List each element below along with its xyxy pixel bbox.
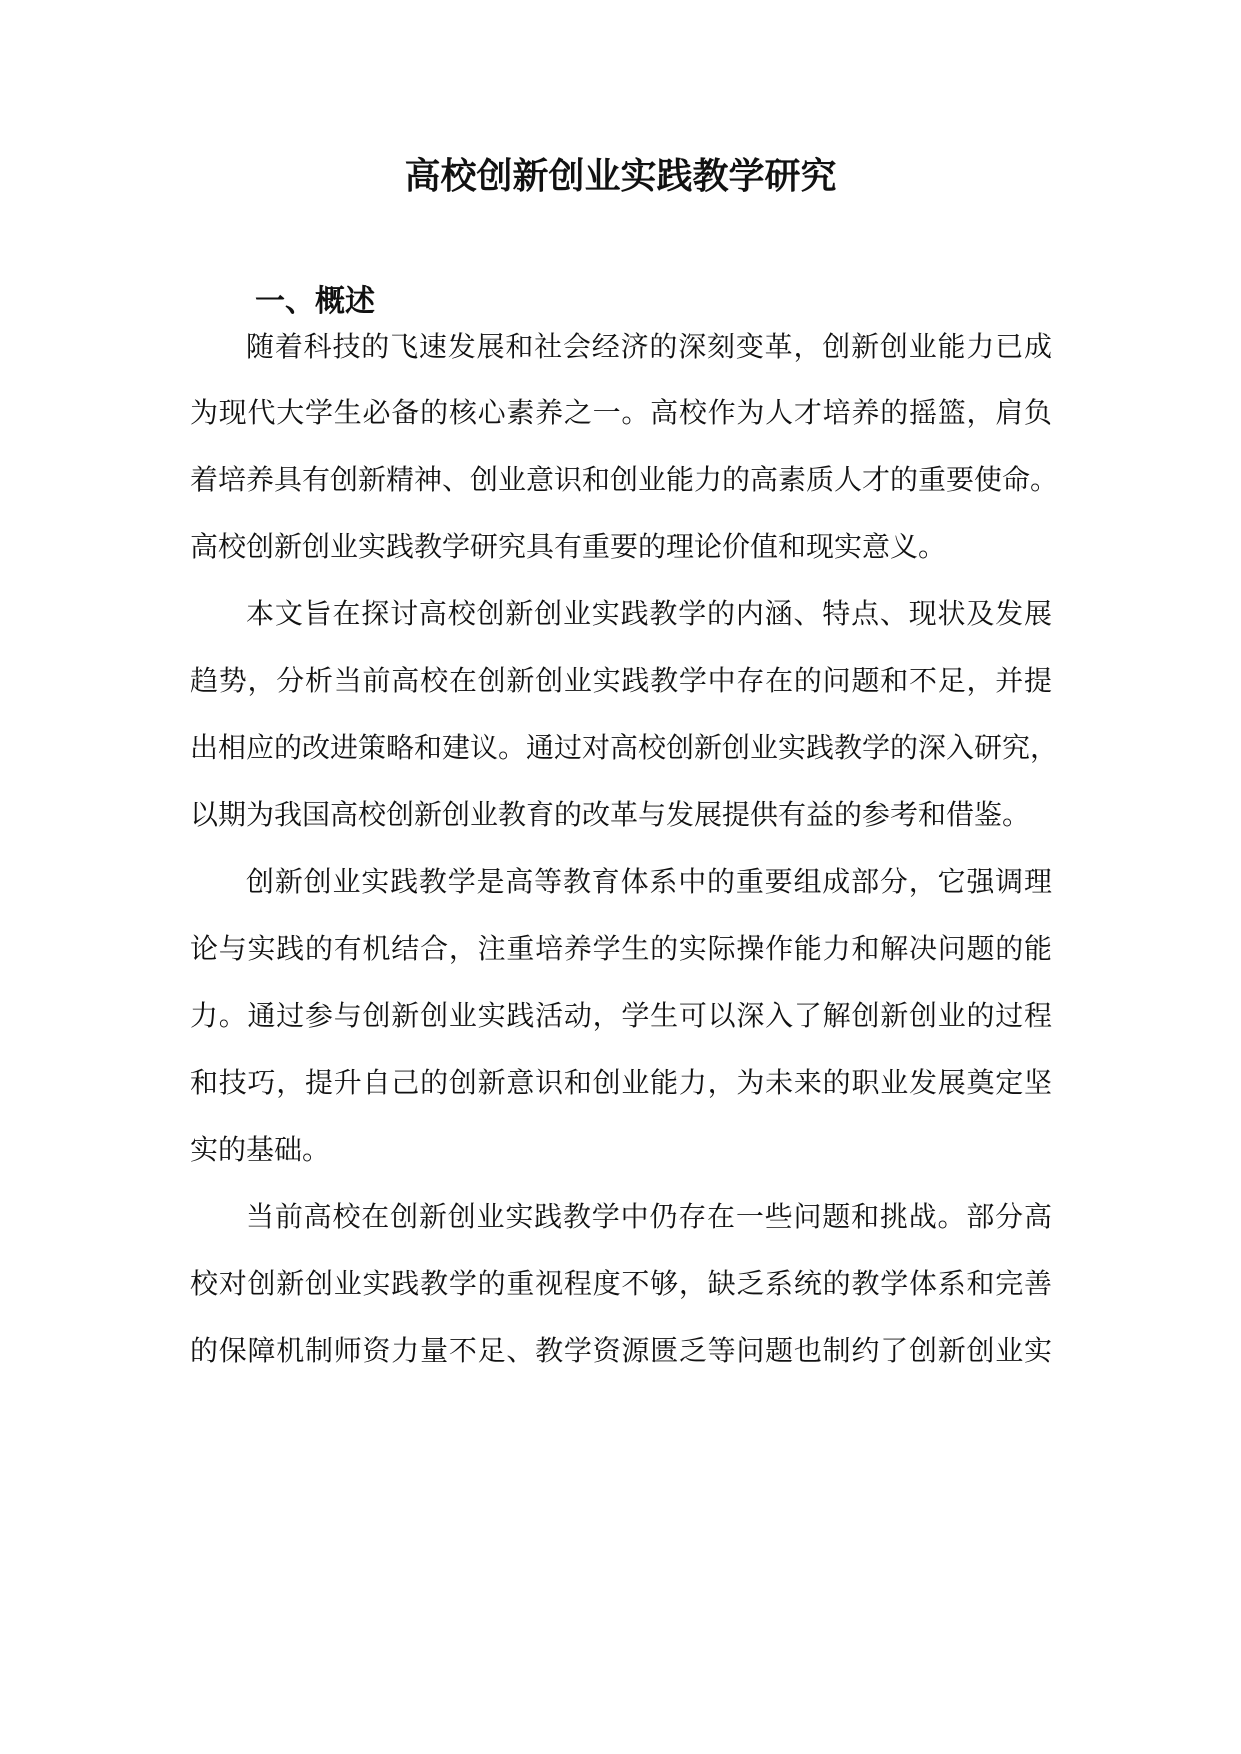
paragraph-line: 出相应的改进策略和建议。通过对高校创新创业实践教学的深入研究， <box>190 731 1059 764</box>
paragraph-line: 趋势，分析当前高校在创新创业实践教学中存在的问题和不足，并提 <box>190 664 1052 697</box>
paragraph-line: 论与实践的有机结合，注重培养学生的实际操作能力和解决问题的能 <box>190 932 1052 965</box>
paragraph-line: 创新创业实践教学是高等教育体系中的重要组成部分，它强调理 <box>246 865 1052 898</box>
paragraph-line: 高校创新创业实践教学研究具有重要的理论价值和现实意义。 <box>190 530 947 563</box>
paragraph-line: 随着科技的飞速发展和社会经济的深刻变革，创新创业能力已成 <box>246 330 1052 363</box>
paragraph-line: 力。通过参与创新创业实践活动，学生可以深入了解创新创业的过程 <box>190 999 1052 1032</box>
paragraph-line: 本文旨在探讨高校创新创业实践教学的内涵、特点、现状及发展 <box>246 597 1052 630</box>
paragraph-line: 和技巧，提升自己的创新意识和创业能力，为未来的职业发展奠定坚 <box>190 1066 1052 1099</box>
paragraph-line: 校对创新创业实践教学的重视程度不够，缺乏系统的教学体系和完善 <box>190 1267 1052 1300</box>
section-heading: 一、概述 <box>255 284 375 319</box>
paragraph-line: 实的基础。 <box>190 1133 331 1166</box>
paragraph-line: 的保障机制师资力量不足、教学资源匮乏等问题也制约了创新创业实 <box>190 1334 1052 1367</box>
paragraph-line: 为现代大学生必备的核心素养之一。高校作为人才培养的摇篮，肩负 <box>190 396 1052 429</box>
paragraph-line: 着培养具有创新精神、创业意识和创业能力的高素质人才的重要使命。 <box>190 463 1059 496</box>
paragraph-line: 当前高校在创新创业实践教学中仍存在一些问题和挑战。部分高 <box>246 1200 1052 1233</box>
paragraph-line: 以期为我国高校创新创业教育的改革与发展提供有益的参考和借鉴。 <box>190 798 1031 831</box>
document-title: 高校创新创业实践教学研究 <box>404 155 837 197</box>
